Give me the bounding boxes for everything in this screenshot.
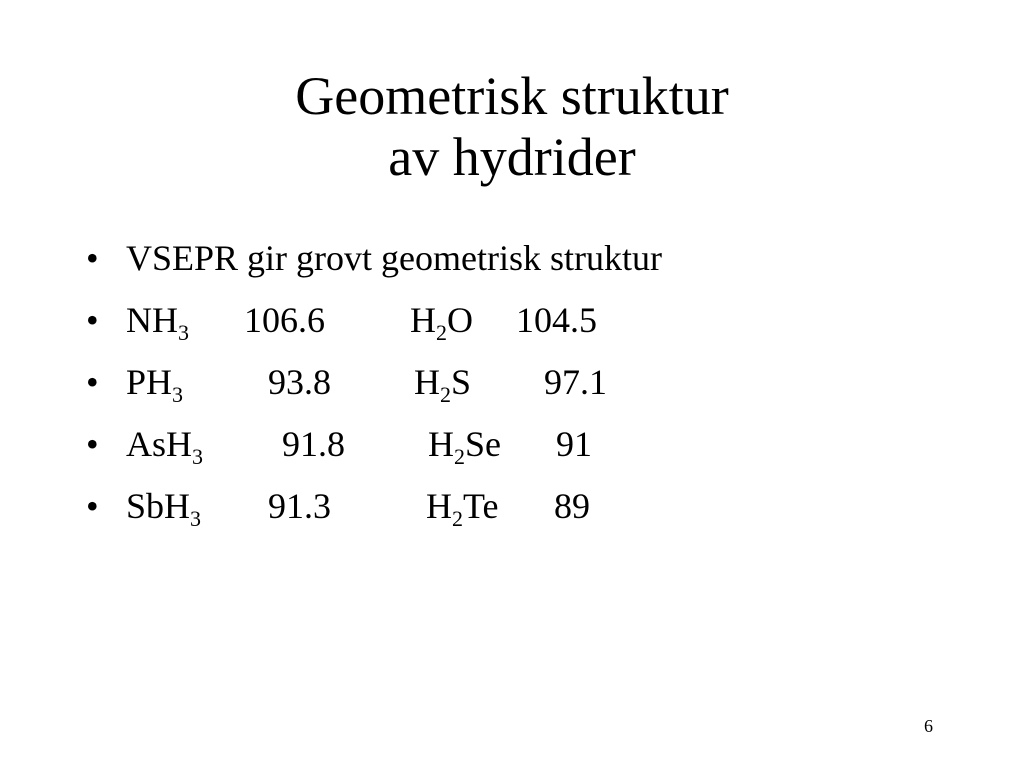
dihydride-formula [426, 480, 498, 537]
formula-subscript: 2 [436, 320, 447, 345]
formula-prefix: H [414, 362, 440, 402]
bullet-marker: • [86, 300, 99, 340]
bullet-marker: • [86, 238, 99, 278]
formula-subscript: 3 [192, 444, 204, 469]
formula-base: S [451, 362, 472, 402]
formula-subscript: 3 [178, 320, 189, 345]
slide-title-line-1: Geometrisk struktur [295, 66, 729, 126]
trihydride-formula [126, 294, 189, 351]
formula-prefix: H [426, 486, 452, 526]
trihydride-formula [126, 356, 183, 413]
formula-subscript: 3 [172, 382, 184, 407]
formula-base: Te [463, 486, 499, 526]
dihydride-angle: 89 [554, 486, 590, 526]
formula-base: NH [126, 300, 178, 340]
formula-base: AsH [126, 424, 193, 464]
slide-title [0, 66, 1024, 188]
bullet-marker: • [86, 486, 99, 526]
page-number: 6 [924, 716, 933, 736]
formula-subscript: 2 [454, 444, 465, 469]
slide-title-line-2: av hydrider [388, 127, 636, 187]
formula-base: O [447, 300, 473, 340]
dihydride-angle: 97.1 [544, 362, 607, 402]
trihydride-angle: 93.8 [268, 362, 331, 402]
trihydride-angle: 106.6 [244, 300, 325, 340]
formula-subscript: 2 [452, 506, 463, 531]
formula-base: SbH [126, 486, 191, 526]
formula-prefix: H [428, 424, 454, 464]
bullet-marker: • [86, 424, 99, 464]
formula-base: PH [126, 362, 173, 402]
formula-base: Se [465, 424, 501, 464]
trihydride-angle: 91.3 [268, 486, 331, 526]
trihydride-formula [126, 418, 203, 475]
formula-subscript: 2 [440, 382, 451, 407]
formula-prefix: H [410, 300, 436, 340]
dihydride-angle: 91 [556, 424, 592, 464]
formula-subscript: 3 [190, 506, 202, 531]
trihydride-angle: 91.8 [282, 424, 345, 464]
bullet-text: VSEPR gir grovt geometrisk struktur [126, 238, 662, 278]
dihydride-formula [410, 294, 473, 351]
dihydride-formula [428, 418, 501, 475]
trihydride-formula [126, 480, 201, 537]
bullet-marker: • [86, 362, 99, 402]
dihydride-angle: 104.5 [516, 300, 597, 340]
dihydride-formula [414, 356, 471, 413]
